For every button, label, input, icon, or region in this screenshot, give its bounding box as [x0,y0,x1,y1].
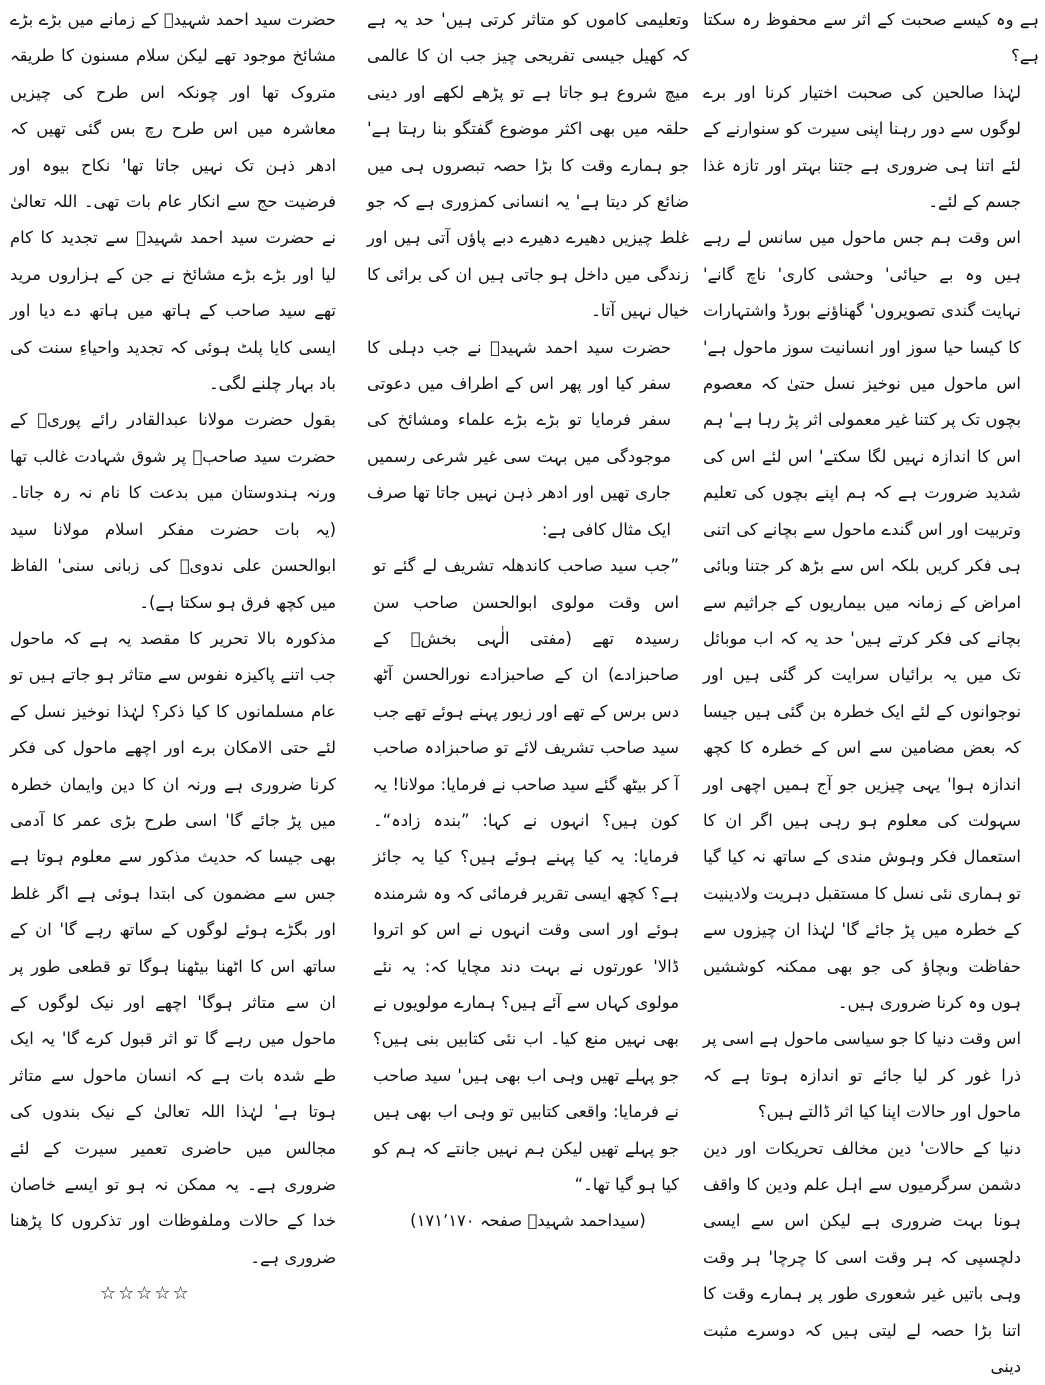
paragraph: اس وقت ہم جس ماحول میں سانس لے رہے ہیں وہ بے حیائی' وحشی کاری' ناچ گانے' نہایت گندی تصویروں' گھناؤنے بورڈ واشتہارات کا کیسا حیا سوز اور انسانیت سوز ماحول ہے' اس ماحول میں نوخیز نسل حتیٰ کہ معصوم بچوں تک پر کتنا غیر معمولی اثر پڑ رہا ہے' ہم اس کا اندازہ نہیں لگا سکتے' اس لئے اس کی شدید ضرورت ہے کہ ہم اپنے بچوں کی تعلیم وتربیت اور اس گندے ماحول سے بچانے کی اتنی ہی فکر کریں بلکہ اس سے بڑھ کر جتنا وبائی امراض کے زمانہ میں بیماریوں کے جراثیم سے بچانے کی فکر کرتے ہیں' حد یہ کہ اب موبائل تک میں یہ برائیاں سرایت کر گئی ہیں اور نوجوانوں کے لئے ایک خطرہ بن گئی ہیں جیسا کہ بعض مضامین سے اس کے خطرہ کا کچھ اندازہ ہوا' یہی چیزیں جو آج ہمیں اچھی اور سہولت کی معلوم ہو رہی ہیں اگر ان کا استعمال فکر وہوش مندی کے ساتھ نہ کیا گیا تو ہماری نئی نسل کا مستقبل دہریت ولادینیت کے خطرہ میں پڑ جائے گا' لہٰذا ان چیزوں سے حفاظت وبچاؤ کی جو بھی ممکنہ کوششیں ہوں وہ کرنا ضروری ہیں۔ [703,228,1021,1012]
end-of-article-stars: ☆☆☆☆☆ [100,1283,191,1305]
paragraph: ہے وہ کیسے صحبت کے اثر سے محفوظ رہ سکتا ہے؟ [703,10,1039,66]
paragraph: اس وقت دنیا کا جو سیاسی ماحول ہے اسی پر ذرا غور کر لیا جائے تو اندازہ ہوتا ہے کہ ماحول اور حالات اپنا کیا اثر ڈالتے ہیں؟ [703,1029,1021,1122]
paragraph: لہٰذا صالحین کی صحبت اختیار کرنا اور برے لوگوں سے دور رہنا اپنی سیرت کو سنوارنے کے لئے اتنا ہی ضروری ہے جتنا بہتر اور تازہ غذا جسم کے لئے۔ [703,82,1021,212]
quoted-passage: ”جب سید صاحب کاندھلہ تشریف لے گئے تو اس وقت مولوی ابوالحسن صاحب سن رسیدہ تھے (مفتی الٰہی بخشؒ کے صاحبزادے) ان کے صاحبزادے نورالحسن آٹھ دس برس کے تھے اور زیور پہنے ہوئے تھے جب سید صاحب تشریف لائے تو صاحبزادہ صاحب آ کر بیٹھ گئے سید صاحب نے فرمایا: مولانا! یہ کون ہیں؟ انہوں نے کہا: ”بندہ زادہ“۔ فرمایا: یہ کیا پہنے ہوئے ہیں؟ کیا یہ جائز ہے؟ کچھ ایسی تقریر فرمائی کہ وہ شرمندہ ہوئے اور اسی وقت انہوں نے اس کو اتروا ڈالا' عورتوں نے بہت دند مچایا کہ: یہ نئے مولوی کہاں سے آئے ہیں؟ ہمارے مولویوں نے بھی نہیں منع کیا۔ اب نئی کتابیں بنی ہیں؟ جو پہلے تھیں وہی اب بھی ہیں' سید صاحب نے فرمایا: واقعی کتابیں تو وہی اب بھی ہیں جو پہلے تھیں لیکن ہم نہیں جانتے کہ ہم کو کیا ہو گیا تھا۔“ [373,556,679,1194]
paragraph: دنیا کے حالات' دین مخالف تحریکات اور دین دشمن سرگرمیوں سے اہل علم ودین کا واقف ہونا بہت ضروری ہے لیکن اس سے ایسی دلچسپی کہ ہر وقت اسی کا چرچا' ہر وقت وہی باتیں غیر شعوری طور پر ہمارے وقت کا اتنا بڑا حصہ لے لیتی ہیں کہ دوسرے مثبت دینی [703,1138,1021,1377]
paragraph: بقول حضرت مولانا عبدالقادر رائے پوریؒ کے حضرت سید صاحبؒ پر شوق شہادت غالب تھا ورنہ ہندوستان میں بدعت کا نام نہ رہ جاتا۔ (یہ بات حضرت مفکر اسلام مولانا سید ابوالحسن علی ندویؒ کی زبانی سنی' الفاظ میں کچھ فرق ہو سکتا ہے)۔ [10,410,336,612]
article-column-middle [367,0,689,1304]
citation: (سیداحمد شہیدؒ صفحہ ۱۷۱٬۱۷۰) [410,1211,646,1231]
article-column-right [703,0,1039,1377]
paragraph: حضرت سید احمد شہیدؒ نے جب دہلی کا سفر کیا اور پھر اس کے اطراف میں دعوتی سفر فرمایا تو بڑے بڑے علماء ومشائخ کی موجودگی میں بہت سی غیر شرعی رسمیں جاری تھیں اور ادھر ذہن نہیں جاتا تھا صرف ایک مثال کافی ہے: [367,337,671,539]
paragraph: حضرت سید احمد شہیدؒ کے زمانے میں بڑے بڑے مشائخ موجود تھے لیکن سلام مسنون کا طریقہ متروک تھا اور چونکہ اس طرح کی چیزیں معاشرہ میں اس طرح رچ بس گئی تھیں کہ ادھر ذہن تک نہیں جاتا تھا' نکاح بیوہ اور فرضیت حج سے انکار عام بات تھی۔ اللہ تعالیٰ نے حضرت سید احمد شہیدؒ سے تجدید کا کام لیا اور بڑے بڑے مشائخ نے جن کے ہزاروں مرید تھے سید صاحب کے ہاتھ میں ہاتھ دے دیا اور ایسی کایا پلٹ ہوئی کہ تجدید واحیاءِ سنت کی باد بہار چلنے لگی۔ [10,10,336,394]
article-column-left [10,0,354,1304]
paragraph: وتعلیمی کاموں کو متاثر کرتی ہیں' حد یہ ہے کہ کھیل جیسی تفریحی چیز جب ان کا عالمی میچ شروع ہو جاتا ہے تو پڑھے لکھے اور دینی حلقہ میں بھی اکثر موضوع گفتگو بنا رہتا ہے' جو ہمارے وقت کا بڑا حصہ تبصروں ہی میں ضائع کر دیتا ہے' یہ انسانی کمزوری ہے کہ جو غلط چیزیں دھیرے دھیرے دبے پاؤں آتی ہیں اور زندگی میں داخل ہو جاتی ہیں ان کی برائی کا خیال نہیں آتا۔ [367,10,689,321]
paragraph: مذکورہ بالا تحریر کا مقصد یہ ہے کہ ماحول جب اتنے پاکیزہ نفوس سے متاثر ہو جاتے ہیں تو عام مسلمانوں کا کیا ذکر؟ لہٰذا نوخیز نسل کے لئے حتی الامکان برے اور اچھے ماحول کی فکر کرنا ضروری ہے ورنہ ان کا دین وایمان خطرہ میں پڑ جائے گا' اسی طرح بڑی عمر کا آدمی بھی جیسا کہ حدیث مذکور سے معلوم ہوتا ہے جس سے مضمون کی ابتدا ہوئی ہے اگر غلط اور بگڑے ہوئے لوگوں کے ساتھ رہے گا' ان کے ساتھ اس کا اٹھنا بیٹھنا ہوگا تو قطعی طور پر ان سے متاثر ہوگا' اچھے اور نیک لوگوں کے ماحول میں رہے گا تو اثر قبول کرے گا' یہ ایک طے شدہ بات ہے کہ انسان ماحول سے متاثر ہوتا ہے' لہٰذا اللہ تعالیٰ کے نیک بندوں کی مجالس میں حاضری تعمیر سیرت کے لئے ضروری ہے۔ یہ ممکن نہ ہو تو ایسے خاصان خدا کے حالات وملفوظات اور تذکروں کا پڑھنا ضروری ہے۔ [10,628,336,1267]
